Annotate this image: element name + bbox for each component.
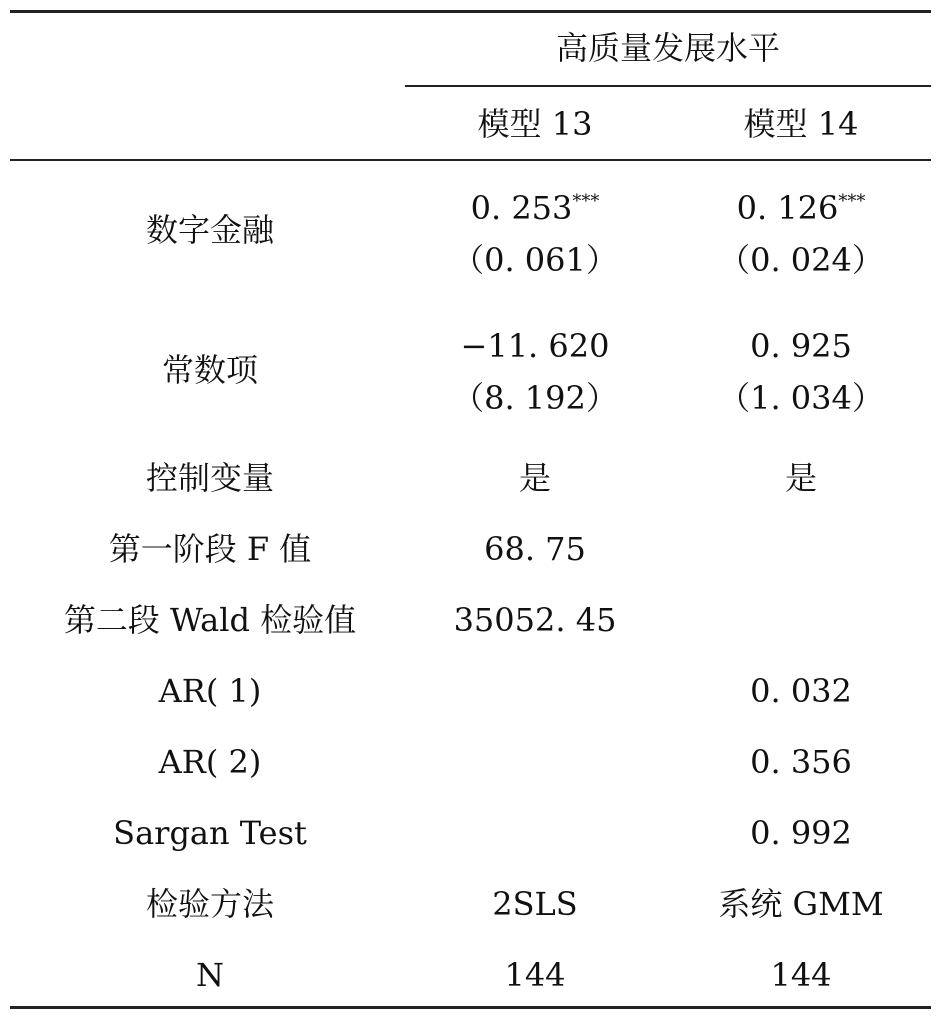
row-label-n: N: [196, 956, 224, 994]
constant-m13-se: （8. 192）: [452, 379, 618, 417]
controls-m14: 是: [784, 459, 817, 497]
header-rule: [10, 159, 931, 161]
row-label-first-stage-f: 第一阶段 F 值: [108, 530, 312, 568]
group-underline: [405, 85, 931, 87]
row-label-controls: 控制变量: [145, 459, 274, 497]
bottom-rule: [10, 1006, 931, 1009]
digital-finance-m13-coef: [400, 189, 670, 227]
coef-value: 0. 253: [470, 189, 573, 227]
n-m13: 144: [504, 956, 566, 994]
row-label-wald: 第二段 Wald 检验值: [63, 601, 357, 639]
method-m13: 2SLS: [492, 885, 578, 923]
row-label-method: 检验方法: [145, 885, 274, 923]
row-label-ar2: AR( 2): [158, 743, 262, 781]
coef-value: 0. 126: [736, 189, 839, 227]
column-header-model-13: 模型 13: [477, 105, 593, 143]
method-m14: 系统 GMM: [718, 885, 884, 923]
wald-m13: 35052. 45: [453, 601, 617, 639]
sargan-m14: 0. 992: [750, 814, 852, 852]
digital-finance-m14-coef: [670, 189, 932, 227]
group-title: 高质量发展水平: [555, 29, 780, 67]
digital-finance-m13-se: （0. 061）: [452, 241, 618, 279]
ar2-m14: 0. 356: [750, 743, 852, 781]
controls-m13: 是: [518, 459, 551, 497]
row-label-constant: 常数项: [161, 351, 258, 389]
ar1-m14: 0. 032: [750, 672, 852, 710]
constant-m14-se: （1. 034）: [718, 379, 884, 417]
significance-stars: ***: [838, 191, 866, 212]
digital-finance-m14-se: （0. 024）: [718, 241, 884, 279]
row-label-digital-finance: 数字金融: [145, 211, 274, 249]
constant-m14-coef: 0. 925: [750, 327, 852, 365]
row-label-sargan: Sargan Test: [113, 814, 307, 852]
row-label-ar1: AR( 1): [158, 672, 262, 710]
first-stage-f-m13: 68. 75: [484, 530, 586, 568]
column-header-model-14: 模型 14: [743, 105, 859, 143]
constant-m13-coef: −11. 620: [460, 327, 610, 365]
n-m14: 144: [770, 956, 832, 994]
significance-stars: ***: [572, 191, 600, 212]
top-rule: [10, 10, 931, 13]
